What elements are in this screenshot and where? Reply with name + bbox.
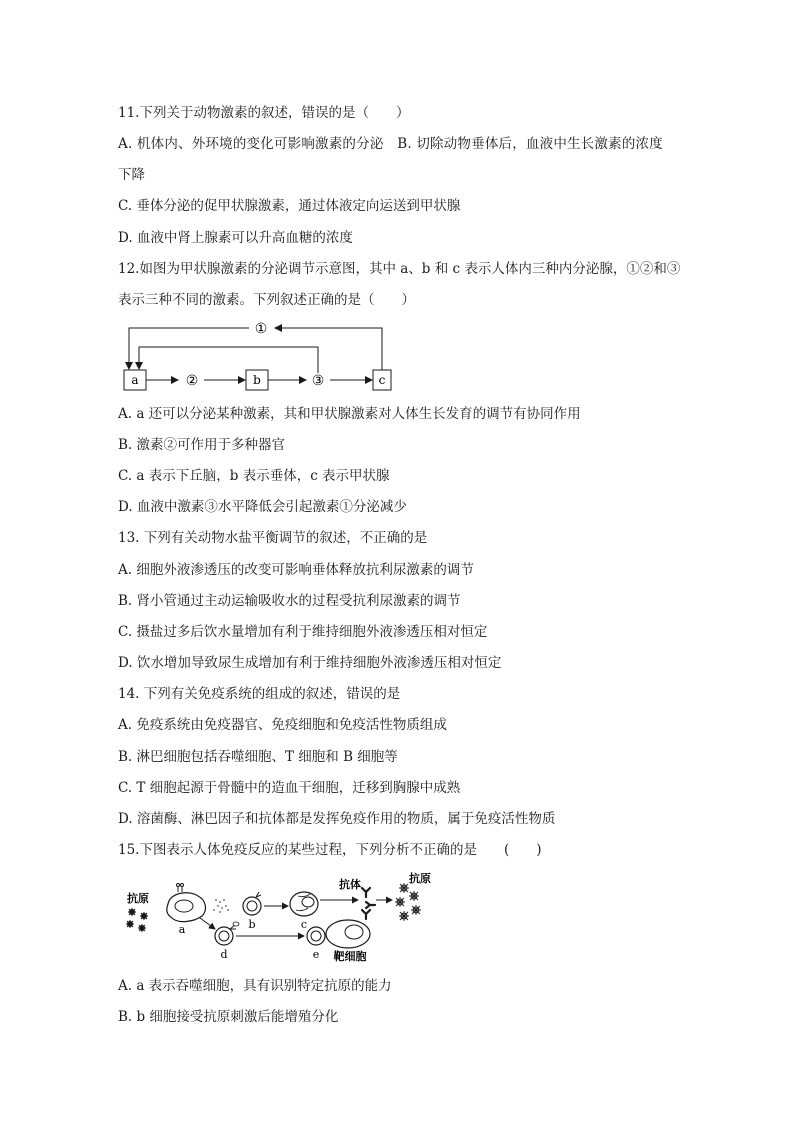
q15-presented-antigen-dots: [213, 899, 229, 913]
q12-option-d: D. 血液中激素③水平降低会引起激素①分泌减少: [118, 499, 407, 515]
q15-cell-e: [307, 927, 325, 945]
q13-option-d: D. 饮水增加导致尿生成增加有利于维持细胞外液渗透压相对恒定: [118, 655, 502, 671]
q14-option-b: B. 淋巴细胞包括吞噬细胞、T 细胞和 B 细胞等: [118, 749, 398, 765]
q15-antigen-left-label: 抗原: [127, 892, 149, 905]
q12-feedback-3-to-a: [139, 347, 318, 373]
q15-stem: 15.下图表示人体免疫反应的某些过程，下列分析不正确的是 ( ): [118, 842, 542, 858]
q15-label-a: a: [178, 923, 186, 936]
q12-hormone-1: ①: [254, 321, 268, 337]
q12-stem-line1: 12.如图为甲状腺激素的分泌调节示意图，其中 a、b 和 c 表示人体内三种内分泌腺，①②和③: [118, 261, 681, 277]
q15-arrow-a-to-d: [200, 918, 215, 929]
q14-option-c: C. T 细胞起源于骨髓中的造血干细胞，迁移到胸腺中成熟: [118, 780, 461, 796]
q12-hormone-2: ②: [185, 373, 199, 389]
q13-stem: 13. 下列有关动物水盐平衡调节的叙述，不正确的是: [118, 530, 428, 546]
q12-box-a-label: a: [131, 373, 139, 387]
q15-antibody-icons: [362, 888, 375, 919]
q12-option-b: B. 激素②可作用于多种器官: [118, 437, 286, 453]
q12-regulation-diagram: [118, 318, 408, 394]
q15-immune-diagram: [118, 866, 448, 966]
q15-label-d: d: [220, 948, 228, 961]
q15-cell-a-phagocyte: [167, 884, 206, 922]
q14-option-d: D. 溶菌酶、淋巴因子和抗体都是发挥免疫作用的物质，属于免疫活性物质: [118, 811, 556, 827]
q14-stem: 14. 下列有关免疫系统的组成的叙述，错误的是: [118, 686, 401, 702]
q11-option-d: D. 血液中肾上腺素可以升高血糖的浓度: [118, 230, 353, 246]
q12-feedback-c-to-1: [275, 328, 382, 370]
q15-label-b: b: [248, 918, 256, 931]
q11-option-a-b: A. 机体内、外环境的变化可影响激素的分泌 B. 切除动物垂体后，血液中生长激素的浓度: [118, 136, 663, 152]
q12-stem-line2: 表示三种不同的激素。下列叙述正确的是（ ）: [118, 292, 415, 308]
q15-target-cell: [326, 920, 370, 948]
q15-option-b: B. b 细胞接受抗原刺激后能增殖分化: [118, 1009, 339, 1025]
q11-option-b-continued: 下降: [118, 167, 145, 183]
q15-label-e: e: [312, 948, 320, 961]
q12-hormone-3: ③: [311, 373, 325, 389]
q15-label-c: c: [300, 918, 308, 931]
q15-antigen-left-icons: [126, 908, 148, 932]
q11-stem: 11.下列关于动物激素的叙述，错误的是（ ）: [118, 105, 410, 121]
q14-option-a: A. 免疫系统由免疫器官、免疫细胞和免疫活性物质组成: [118, 717, 447, 733]
q15-cell-c-plasma: [290, 892, 318, 916]
q13-option-a: A. 细胞外液渗透压的改变可影响垂体释放抗利尿激素的调节: [118, 562, 474, 578]
q15-cell-d: [215, 922, 239, 945]
q15-option-a: A. a 表示吞噬细胞，具有识别特定抗原的能力: [118, 978, 392, 994]
q15-antigen-right-icons: [395, 883, 421, 921]
q13-option-c: C. 摄盐过多后饮水量增加有利于维持细胞外液渗透压相对恒定: [118, 624, 488, 640]
q12-option-c: C. a 表示下丘脑，b 表示垂体，c 表示甲状腺: [118, 468, 390, 484]
q13-option-b: B. 肾小管通过主动运输吸收水的过程受抗利尿激素的调节: [118, 593, 461, 609]
q11-option-c: C. 垂体分泌的促甲状腺激素，通过体液定向运送到甲状腺: [118, 198, 461, 214]
q15-target-cell-label: 靶细胞: [333, 950, 367, 963]
q15-cell-b: [243, 892, 261, 915]
q15-antigen-right-label: 抗原: [409, 872, 431, 885]
q15-antibody-label: 抗体: [339, 878, 361, 891]
q12-box-b-label: b: [253, 373, 261, 387]
q12-box-c-label: c: [378, 373, 386, 387]
q12-option-a: A. a 还可以分泌某种激素，其和甲状腺激素对人体生长发育的调节有协同作用: [118, 406, 581, 422]
q12-feedback-1-to-a: [129, 328, 249, 369]
